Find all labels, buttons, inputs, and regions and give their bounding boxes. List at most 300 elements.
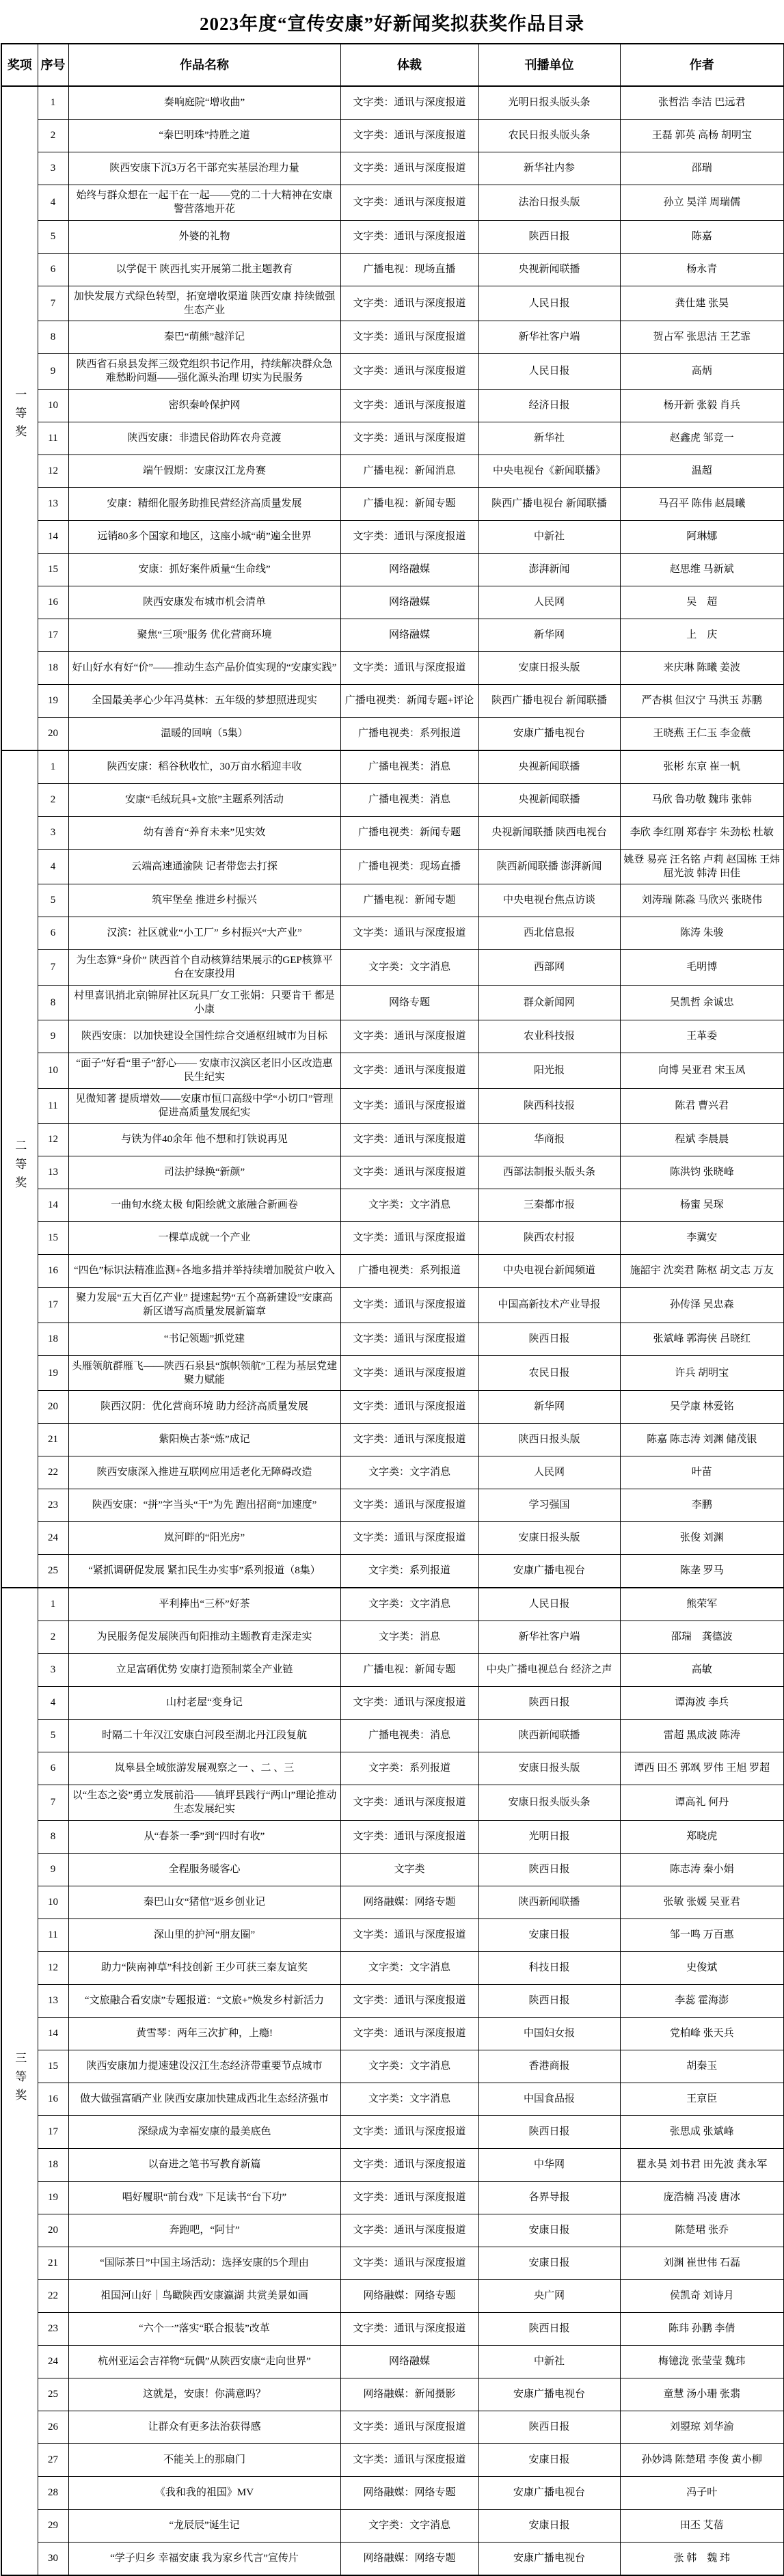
publish-unit: 陕西日报 — [478, 2115, 620, 2148]
row-number: 12 — [38, 455, 68, 487]
table-row — [1, 2345, 784, 2378]
work-title: 这就是，安康！你满意吗？ — [68, 2378, 340, 2411]
work-title: 村里喜讯捎北京|锦屏社区玩具厂女工张娟：只要肯干 都是小康 — [68, 985, 340, 1020]
publish-unit: 科技日报 — [478, 1951, 620, 1984]
row-number: 18 — [38, 651, 68, 684]
row-number: 10 — [38, 389, 68, 422]
authors: 贺占军 张思洁 王艺霏 — [620, 321, 784, 354]
authors: 来庆琳 陈曦 姜波 — [620, 651, 784, 684]
publish-unit: 安康广播电视台 — [478, 2542, 620, 2575]
work-title: 陕西汉阴：优化营商环境 助力经济高质量发展 — [68, 1391, 340, 1424]
work-title: 奏响庭院“增收曲” — [68, 86, 340, 120]
row-number: 6 — [38, 917, 68, 950]
authors: 赵鑫虎 邹竞一 — [620, 422, 784, 455]
work-title: 做大做强富硒产业 陕西安康加快建成西北生态经济强市 — [68, 2083, 340, 2115]
publish-unit: 人民日报 — [478, 354, 620, 390]
table-row — [1, 1255, 784, 1288]
table-row — [1, 917, 784, 950]
publish-unit: 学习强国 — [478, 1489, 620, 1522]
genre: 文字类：通讯与深度报道 — [340, 1288, 478, 1323]
table-row — [1, 2411, 784, 2443]
work-title: 以奋进之笔书写教育新篇 — [68, 2148, 340, 2181]
table-row — [1, 220, 784, 253]
work-title: 祖国河山好｜鸟瞰陕西安康瀛湖 共赏美景如画 — [68, 2279, 340, 2312]
work-title: 筑牢堡垒 推进乡村振兴 — [68, 884, 340, 917]
table-row — [1, 1156, 784, 1189]
publish-unit: 西北信息报 — [478, 917, 620, 950]
work-title: 见微知著 提质增效——安康市恒口高级中学“小切口”管理促进高质量发展纪实 — [68, 1088, 340, 1124]
work-title: 奔跑吧，“阿甘” — [68, 2214, 340, 2247]
row-number: 29 — [38, 2509, 68, 2542]
authors: 李冀安 — [620, 1222, 784, 1255]
table-row — [1, 1124, 784, 1156]
work-title: 岚皋县全域旅游发展观察之一 、二 、三 — [68, 1752, 340, 1785]
row-number: 11 — [38, 1088, 68, 1124]
awards-table — [1, 43, 784, 2576]
authors: 党柏峰 张天兵 — [620, 2017, 784, 2050]
row-number: 10 — [38, 1886, 68, 1919]
genre: 网络融媒：网络专题 — [340, 2542, 478, 2575]
table-row — [1, 1654, 784, 1687]
authors: 吴凯哲 余诚忠 — [620, 985, 784, 1020]
publish-unit: 安康广播电视台 — [478, 1555, 620, 1588]
row-number: 3 — [38, 816, 68, 849]
col-header-publish-unit: 刊播单位 — [478, 44, 620, 86]
row-number: 18 — [38, 2148, 68, 2181]
authors: 陈涛 朱骏 — [620, 917, 784, 950]
genre: 网络融媒：网络专题 — [340, 2476, 478, 2509]
genre: 文字类：通讯与深度报道 — [340, 1053, 478, 1089]
row-number: 6 — [38, 253, 68, 286]
row-number: 16 — [38, 2083, 68, 2115]
publish-unit: 人民日报 — [478, 1588, 620, 1621]
table-row — [1, 2279, 784, 2312]
authors: 陈君 曹兴君 — [620, 1088, 784, 1124]
publish-unit: 安康广播电视台 — [478, 2476, 620, 2509]
publish-unit: 陕西日报 — [478, 1687, 620, 1720]
genre: 文字类：通讯与深度报道 — [340, 1124, 478, 1156]
work-title: “四色”标识法精准监测+各地多措并举持续增加脱贫户收入 — [68, 1255, 340, 1288]
publish-unit: 中央电视台新闻频道 — [478, 1255, 620, 1288]
table-row — [1, 1391, 784, 1424]
publish-unit: 人民网 — [478, 1456, 620, 1489]
publish-unit: 陕西科技报 — [478, 1088, 620, 1124]
genre: 文字类：通讯与深度报道 — [340, 2017, 478, 2050]
row-number: 17 — [38, 2115, 68, 2148]
table-row — [1, 2443, 784, 2476]
authors: 邵瑞 — [620, 152, 784, 185]
publish-unit: 陕西日报 — [478, 2312, 620, 2345]
publish-unit: 新华网 — [478, 619, 620, 651]
row-number: 17 — [38, 619, 68, 651]
row-number: 20 — [38, 1391, 68, 1424]
work-title: 始终与群众想在一起干在一起——党的二十大精神在安康警营落地开花 — [68, 185, 340, 221]
work-title: 陕西安康：“拼”字当头“干”为先 跑出招商“加速度” — [68, 1489, 340, 1522]
genre: 文字类：消息 — [340, 1621, 478, 1654]
row-number: 1 — [38, 86, 68, 120]
genre: 文字类：通讯与深度报道 — [340, 1156, 478, 1189]
authors: 姚登 易亮 汪名铭 卢莉 赵国栋 王炜 屈光波 韩涛 田佳 — [620, 849, 784, 884]
row-number: 17 — [38, 1288, 68, 1323]
work-title: 平利捧出“三杯”好茶 — [68, 1588, 340, 1621]
authors: 谭海波 李兵 — [620, 1687, 784, 1720]
authors: 阿琳娜 — [620, 520, 784, 553]
genre: 文字类：通讯与深度报道 — [340, 1323, 478, 1355]
table-row — [1, 1555, 784, 1588]
authors: 童慧 汤小珊 张翡 — [620, 2378, 784, 2411]
authors: 陈嘉 陈志涛 刘渊 储茂银 — [620, 1424, 784, 1456]
genre: 网络融媒 — [340, 553, 478, 586]
table-row — [1, 619, 784, 651]
genre: 文字类：通讯与深度报道 — [340, 1088, 478, 1124]
table-row — [1, 253, 784, 286]
authors: 陈嘉 — [620, 220, 784, 253]
genre: 文字类 — [340, 1853, 478, 1886]
work-title: 远销80多个国家和地区，这座小城“萌”遍全世界 — [68, 520, 340, 553]
publish-unit: 陕西日报 — [478, 1853, 620, 1886]
table-row — [1, 2017, 784, 2050]
genre: 文字类：文字消息 — [340, 2509, 478, 2542]
table-row — [1, 553, 784, 586]
publish-unit: 央视新闻联播 — [478, 253, 620, 286]
genre: 文字类：通讯与深度报道 — [340, 1424, 478, 1456]
work-title: 一曲旬水绕太极 旬阳绘就文旅融合新画卷 — [68, 1189, 340, 1222]
authors: 梅镱泷 张莹莹 魏玮 — [620, 2345, 784, 2378]
table-row — [1, 1720, 784, 1752]
publish-unit: 中国高新技术产业导报 — [478, 1288, 620, 1323]
table-row — [1, 2247, 784, 2279]
genre: 文字类：通讯与深度报道 — [340, 220, 478, 253]
genre: 文字类：文字消息 — [340, 1588, 478, 1621]
genre: 网络融媒：网络专题 — [340, 2279, 478, 2312]
row-number: 30 — [38, 2542, 68, 2575]
authors: 侯凯奇 刘诗月 — [620, 2279, 784, 2312]
row-number: 15 — [38, 553, 68, 586]
work-title: 安康：精细化服务助推民营经济高质量发展 — [68, 487, 340, 520]
publish-unit: 陕西新闻联播 — [478, 1720, 620, 1752]
genre: 文字类：文字消息 — [340, 1456, 478, 1489]
publish-unit: 央视新闻联播 — [478, 783, 620, 816]
authors: 吴学康 林爱铭 — [620, 1391, 784, 1424]
table-row — [1, 2115, 784, 2148]
genre: 广播电视：新闻消息 — [340, 455, 478, 487]
row-number: 12 — [38, 1951, 68, 1984]
authors: 杨永青 — [620, 253, 784, 286]
genre: 文字类：通讯与深度报道 — [340, 1489, 478, 1522]
work-title: 陕西安康：非遗民俗助阵农舟竞渡 — [68, 422, 340, 455]
publish-unit: 中央广播电视总台 经济之声 — [478, 1654, 620, 1687]
authors: 杨开新 张毅 肖兵 — [620, 389, 784, 422]
row-number: 15 — [38, 2050, 68, 2083]
work-title: “国际茶日”中国主场活动：选择安康的5个理由 — [68, 2247, 340, 2279]
authors: 温超 — [620, 455, 784, 487]
work-title: 唱好履职“前台戏” 下足读书“台下功” — [68, 2181, 340, 2214]
authors: 张 韩 魏 玮 — [620, 2542, 784, 2575]
publish-unit: 安康日报头版 — [478, 651, 620, 684]
work-title: 全国最美孝心少年冯莫林：五年级的梦想照进现实 — [68, 684, 340, 717]
work-title: 一棵草成就一个产业 — [68, 1222, 340, 1255]
work-title: 幼有善育“养育未来”见实效 — [68, 816, 340, 849]
table-row — [1, 1020, 784, 1053]
authors: 张思成 张斌峰 — [620, 2115, 784, 2148]
work-title: 头雁领航群雁飞——陕西石泉县“旗帜领航”工程为基层党建聚力赋能 — [68, 1355, 340, 1391]
table-row — [1, 985, 784, 1020]
genre: 网络融媒 — [340, 586, 478, 619]
row-number: 9 — [38, 1853, 68, 1886]
authors: 赵思维 马新斌 — [620, 553, 784, 586]
authors: 杨蜜 吴琛 — [620, 1189, 784, 1222]
genre: 广播电视类：系列报道 — [340, 717, 478, 750]
authors: 孙传泽 吴忠森 — [620, 1288, 784, 1323]
genre: 文字类：通讯与深度报道 — [340, 286, 478, 321]
table-row — [1, 1588, 784, 1621]
genre: 文字类：通讯与深度报道 — [340, 1391, 478, 1424]
table-row — [1, 950, 784, 986]
table-row — [1, 1189, 784, 1222]
row-number: 5 — [38, 884, 68, 917]
publish-unit: 安康日报 — [478, 1919, 620, 1951]
table-row — [1, 487, 784, 520]
publish-unit: 阳光报 — [478, 1053, 620, 1089]
row-number: 13 — [38, 1156, 68, 1189]
authors: 陈垄 罗马 — [620, 1555, 784, 1588]
work-title: “六个一”落实“联合报装”改革 — [68, 2312, 340, 2345]
work-title: 秦巴“萌熊”越洋记 — [68, 321, 340, 354]
table-row — [1, 1621, 784, 1654]
genre: 广播电视类：消息 — [340, 750, 478, 784]
publish-unit: 新华社客户端 — [478, 1621, 620, 1654]
row-number: 4 — [38, 1687, 68, 1720]
genre: 广播电视类：新闻专题+评论 — [340, 684, 478, 717]
authors: 陈志涛 秦小娟 — [620, 1853, 784, 1886]
authors: 孙妙鸿 陈楚珺 李俊 黄小柳 — [620, 2443, 784, 2476]
genre: 文字类：文字消息 — [340, 2083, 478, 2115]
table-row — [1, 684, 784, 717]
work-title: 让群众有更多法治获得感 — [68, 2411, 340, 2443]
genre: 文字类：通讯与深度报道 — [340, 1355, 478, 1391]
authors: 张敏 张媛 吴亚君 — [620, 1886, 784, 1919]
authors: 刘曌琼 刘华渝 — [620, 2411, 784, 2443]
authors: 史俊斌 — [620, 1951, 784, 1984]
authors: 冯子叶 — [620, 2476, 784, 2509]
work-title: 为民服务促发展陕西旬阳推动主题教育走深走实 — [68, 1621, 340, 1654]
work-title: “紧抓调研促发展 紧扣民生办实事”系列报道（8集） — [68, 1555, 340, 1588]
authors: 陈玮 孙鹏 李倩 — [620, 2312, 784, 2345]
work-title: 陕西安康加力提速建设汉江生态经济带重要节点城市 — [68, 2050, 340, 2083]
genre: 文字类：通讯与深度报道 — [340, 1820, 478, 1853]
table-row — [1, 2050, 784, 2083]
row-number: 8 — [38, 321, 68, 354]
table-row — [1, 2542, 784, 2575]
authors: 许兵 胡明宝 — [620, 1355, 784, 1391]
authors: 严杏棋 但汉宁 马洪玉 苏鹏 — [620, 684, 784, 717]
publish-unit: 西部法制报头版头条 — [478, 1156, 620, 1189]
row-number: 3 — [38, 1654, 68, 1687]
work-title: 安康“毛绒玩具+文旅”主题系列活动 — [68, 783, 340, 816]
table-row — [1, 1919, 784, 1951]
work-title: 聚焦“三项”服务 优化营商环境 — [68, 619, 340, 651]
genre: 文字类：通讯与深度报道 — [340, 2443, 478, 2476]
table-row — [1, 849, 784, 884]
work-title: 全程服务暖客心 — [68, 1853, 340, 1886]
table-row — [1, 717, 784, 750]
table-row — [1, 2148, 784, 2181]
work-title: 《我和我的祖国》MV — [68, 2476, 340, 2509]
page-title: 2023年度“宣传安康”好新闻奖拟获奖作品目录 — [200, 14, 584, 34]
authors: 郑晓虎 — [620, 1820, 784, 1853]
table-row — [1, 286, 784, 321]
publish-unit: 农民日报头版头条 — [478, 120, 620, 152]
table-row — [1, 86, 784, 120]
row-number: 27 — [38, 2443, 68, 2476]
row-number: 22 — [38, 1456, 68, 1489]
publish-unit: 安康日报 — [478, 2443, 620, 2476]
genre: 广播电视类：现场直播 — [340, 849, 478, 884]
genre: 文字类：通讯与深度报道 — [340, 651, 478, 684]
genre: 文字类：通讯与深度报道 — [340, 1785, 478, 1821]
publish-unit: 陕西日报 — [478, 1323, 620, 1355]
row-number: 19 — [38, 1355, 68, 1391]
row-number: 8 — [38, 1820, 68, 1853]
row-number: 18 — [38, 1323, 68, 1355]
authors: 孙立 昊洋 周瑞儒 — [620, 185, 784, 221]
authors: 刘渊 崔世伟 石磊 — [620, 2247, 784, 2279]
row-number: 3 — [38, 152, 68, 185]
authors: 张哲浩 李洁 巴远君 — [620, 86, 784, 120]
publish-unit: 安康日报 — [478, 2214, 620, 2247]
row-number: 23 — [38, 2312, 68, 2345]
authors: 王晓燕 王仁玉 李金薇 — [620, 717, 784, 750]
row-number: 2 — [38, 120, 68, 152]
col-header-work-title: 作品名称 — [68, 44, 340, 86]
row-number: 6 — [38, 1752, 68, 1785]
genre: 文字类：通讯与深度报道 — [340, 1020, 478, 1053]
publish-unit: 农民日报 — [478, 1355, 620, 1391]
table-row — [1, 422, 784, 455]
row-number: 1 — [38, 1588, 68, 1621]
publish-unit: 香港商报 — [478, 2050, 620, 2083]
publish-unit: 华商报 — [478, 1124, 620, 1156]
table-row — [1, 1288, 784, 1323]
work-title: 与铁为伴40余年 他不想和打铁说再见 — [68, 1124, 340, 1156]
work-title: 陕西安康：以加快建设全国性综合交通枢纽城市为目标 — [68, 1020, 340, 1053]
publish-unit: 农业科技报 — [478, 1020, 620, 1053]
publish-unit: 中新社 — [478, 2345, 620, 2378]
work-title: 从“春茶一季”到“四时有收” — [68, 1820, 340, 1853]
genre: 网络融媒 — [340, 619, 478, 651]
genre: 文字类：文字消息 — [340, 1951, 478, 1984]
table-row — [1, 1522, 784, 1555]
table-row — [1, 586, 784, 619]
table-row — [1, 2509, 784, 2542]
work-title: 云端高速通渝陕 记者带您去打探 — [68, 849, 340, 884]
authors: 上 庆 — [620, 619, 784, 651]
work-title: 山村老屋“变身记 — [68, 1687, 340, 1720]
publish-unit: 澎湃新闻 — [478, 553, 620, 586]
table-row — [1, 1853, 784, 1886]
work-title: “面子”好看“里子”舒心—— 安康市汉滨区老旧小区改造惠民生纪实 — [68, 1053, 340, 1089]
publish-unit: 安康广播电视台 — [478, 2378, 620, 2411]
work-title: 端午假期：安康汉江龙舟赛 — [68, 455, 340, 487]
publish-unit: 新华社客户端 — [478, 321, 620, 354]
publish-unit: 安康日报头版 — [478, 1522, 620, 1555]
table-row — [1, 120, 784, 152]
authors: 向博 吴亚君 宋玉凤 — [620, 1053, 784, 1089]
publish-unit: 中国食品报 — [478, 2083, 620, 2115]
publish-unit: 各界导报 — [478, 2181, 620, 2214]
authors: 吴 超 — [620, 586, 784, 619]
table-row — [1, 2181, 784, 2214]
work-title: 立足富硒优势 安康打造预制菜全产业链 — [68, 1654, 340, 1687]
publish-unit: 三秦都市报 — [478, 1189, 620, 1222]
row-number: 15 — [38, 1222, 68, 1255]
genre: 网络融媒 — [340, 2345, 478, 2378]
work-title: 黄雪琴：两年三次扩种，上瘾! — [68, 2017, 340, 2050]
genre: 文字类：通讯与深度报道 — [340, 321, 478, 354]
work-title: 以“生态之姿”勇立发展前沿——镇坪县践行“两山”理论推动生态发展纪实 — [68, 1785, 340, 1821]
publish-unit: 新华社内参 — [478, 152, 620, 185]
work-title: 岚河畔的“阳光房” — [68, 1522, 340, 1555]
table-row — [1, 1752, 784, 1785]
work-title: “龙辰辰”诞生记 — [68, 2509, 340, 2542]
authors: 马召平 陈伟 赵晨曦 — [620, 487, 784, 520]
table-row — [1, 1687, 784, 1720]
authors: 谭西 田丕 郭飒 罗伟 王旭 罗超 — [620, 1752, 784, 1785]
table-row — [1, 1951, 784, 1984]
authors: 马欣 鲁功敬 魏玮 张韩 — [620, 783, 784, 816]
genre: 文字类：通讯与深度报道 — [340, 422, 478, 455]
work-title: 好山好水有好“价”——推动生态产品价值实现的“安康实践” — [68, 651, 340, 684]
genre: 文字类：通讯与深度报道 — [340, 354, 478, 390]
publish-unit: 安康日报 — [478, 2247, 620, 2279]
row-number: 7 — [38, 950, 68, 986]
genre: 文字类：文字消息 — [340, 2050, 478, 2083]
genre: 广播电视类：系列报道 — [340, 1255, 478, 1288]
publish-unit: 央广网 — [478, 2279, 620, 2312]
authors: 张俊 刘渊 — [620, 1522, 784, 1555]
authors: 王京臣 — [620, 2083, 784, 2115]
genre: 文字类：系列报道 — [340, 1555, 478, 1588]
authors: 陈楚珺 张乔 — [620, 2214, 784, 2247]
genre: 文字类：通讯与深度报道 — [340, 1984, 478, 2017]
work-title: 陕西安康：稻谷秋收忙，30万亩水稻迎丰收 — [68, 750, 340, 784]
genre: 广播电视：新闻专题 — [340, 884, 478, 917]
publish-unit: 经济日报 — [478, 389, 620, 422]
work-title: 陕西安康深入推进互联网应用适老化无障碍改造 — [68, 1456, 340, 1489]
row-number: 21 — [38, 2247, 68, 2279]
authors: 王磊 郭英 高杨 胡明宝 — [620, 120, 784, 152]
publish-unit: 人民网 — [478, 586, 620, 619]
publish-unit: 新华社 — [478, 422, 620, 455]
table-row — [1, 2214, 784, 2247]
authors: 高敏 — [620, 1654, 784, 1687]
work-title: 为生态算“身价” 陕西首个自动核算结果展示的GEP核算平台在安康投用 — [68, 950, 340, 986]
genre: 文字类：通讯与深度报道 — [340, 2312, 478, 2345]
work-title: 紫阳焕古茶“炼”成记 — [68, 1424, 340, 1456]
row-number: 16 — [38, 1255, 68, 1288]
publish-unit: 法治日报头版 — [478, 185, 620, 221]
authors: 庞浩楠 冯凌 唐冰 — [620, 2181, 784, 2214]
row-number: 4 — [38, 185, 68, 221]
authors: 龚仕建 张昊 — [620, 286, 784, 321]
genre: 文字类：通讯与深度报道 — [340, 1222, 478, 1255]
row-number: 20 — [38, 717, 68, 750]
publish-unit: 中新社 — [478, 520, 620, 553]
genre: 广播电视：新闻专题 — [340, 1654, 478, 1687]
publish-unit: 中央电视台《新闻联播》 — [478, 455, 620, 487]
genre: 文字类：通讯与深度报道 — [340, 1687, 478, 1720]
row-number: 5 — [38, 1720, 68, 1752]
